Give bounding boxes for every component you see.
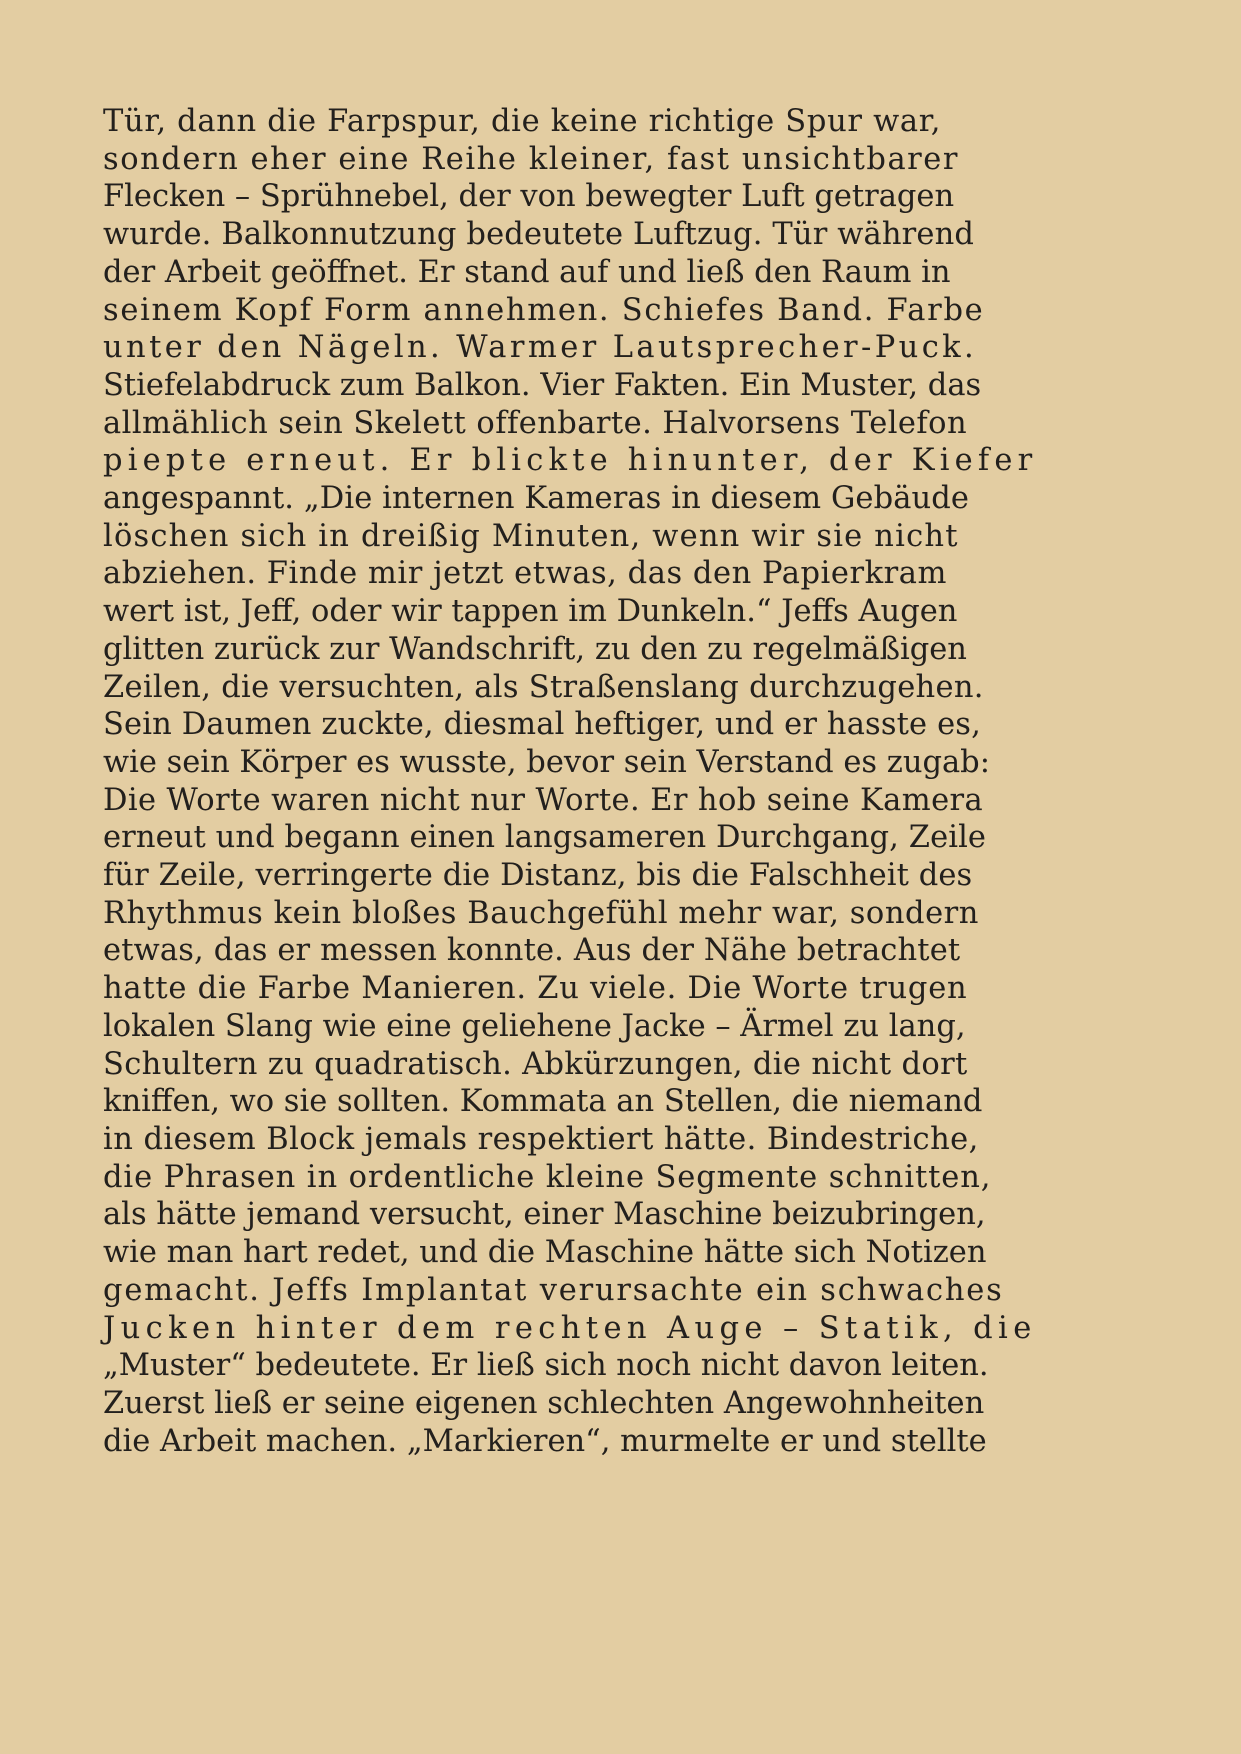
body-line: Flecken – Sprühnebel, der von bewegter Luft getragen [103,179,955,215]
body-line: sondern eher eine Reihe kleiner, fast unsichtbarer [103,141,960,177]
body-line: seinem Kopf Form annehmen. Schiefes Band. Farbe [103,292,985,328]
body-line: etwas, das er messen konnte. Aus der Nähe betrachtet [103,933,961,969]
body-line: löschen sich in dreißig Minuten, wenn wir sie nicht [103,518,959,554]
body-line: piepte erneut. Er blickte hinunter, der Kiefer [103,443,1038,479]
body-line: abziehen. Finde mir jetzt etwas, das den Papierkram [103,556,947,592]
body-line: die Phrasen in ordentliche kleine Segmente schnitten, [103,1159,992,1195]
body-line: Jucken hinter dem rechten Auge – Statik, die [103,1310,1037,1346]
body-line: für Zeile, verringerte die Distanz, bis die Falschheit des [103,858,973,894]
body-line: wie man hart redet, und die Maschine hätte sich Notizen [103,1235,987,1271]
body-line: die Arbeit machen. „Markieren“, murmelte er und stellte [103,1423,987,1459]
body-line: wert ist, Jeff, oder wir tappen im Dunkeln.“ Jeffs Augen [103,594,958,630]
body-line: „Muster“ bedeutete. Er ließ sich noch nicht davon leiten. [103,1348,989,1384]
body-line: allmählich sein Skelett offenbarte. Halvorsens Telefon [103,405,968,441]
body-line: wurde. Balkonnutzung bedeutete Luftzug. Tür während [103,217,975,253]
body-line: lokalen Slang wie eine geliehene Jacke – Ärmel zu lang, [103,1008,966,1044]
body-line: hatte die Farbe Manieren. Zu viele. Die Worte trugen [103,971,968,1007]
body-line: erneut und begann einen langsameren Durchgang, Zeile [103,820,987,856]
body-line: Zeilen, die versuchten, als Straßenslang durchzugehen. [103,669,984,705]
body-line: Tür, dann die Farpspur, die keine richtige Spur war, [103,104,942,139]
body-line: angespannt. „Die internen Kameras in diesem Gebäude [103,481,969,517]
body-line: kniffen, wo sie sollten. Kommata an Stellen, die niemand [103,1084,983,1120]
body-line: Die Worte waren nicht nur Worte. Er hob seine Kamera [103,782,984,818]
body-line: glitten zurück zur Wandschrift, zu den zu regelmäßigen [103,631,967,667]
body-line: Stiefelabdruck zum Balkon. Vier Fakten. Ein Muster, das [103,367,982,403]
body-line: unter den Nägeln. Warmer Lautsprecher-Puck. [103,330,978,366]
body-line: Zuerst ließ er seine eigenen schlechten Angewohnheiten [103,1385,985,1421]
body-line: als hätte jemand versucht, einer Maschine beizubringen, [103,1197,986,1233]
body-line: Rhythmus kein bloßes Bauchgefühl mehr war, sondern [103,895,980,931]
body-line: Schultern zu quadratisch. Abkürzungen, die nicht dort [103,1046,968,1082]
body-line: wie sein Körper es wusste, bevor sein Verstand es zugab: [103,744,990,780]
body-line: gemacht. Jeffs Implantat verursachte ein schwaches [103,1272,1004,1308]
body-text-column [103,103,1038,1460]
body-line: der Arbeit geöffnet. Er stand auf und ließ den Raum in [103,254,951,290]
body-line: in diesem Block jemals respektiert hätte. Bindestriche, [103,1121,979,1157]
body-line: Sein Daumen zuckte, diesmal heftiger, und er hasste es, [103,707,981,743]
